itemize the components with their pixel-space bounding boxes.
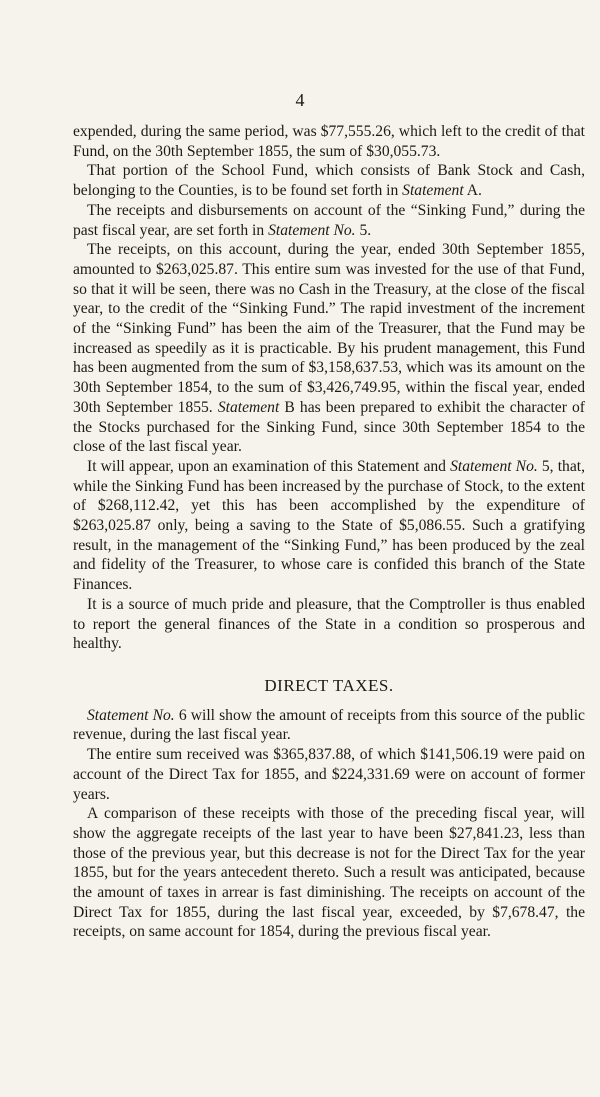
statement-ref: Statement: [402, 182, 464, 200]
page-number: 4: [295, 90, 305, 110]
statement-ref: Statement No.: [450, 457, 538, 475]
text-run: A.: [463, 182, 482, 200]
paragraph-school-fund: [73, 161, 585, 200]
paragraph-sinking-fund-intro: [73, 201, 585, 240]
text-run: That portion of the School Fund, which consists of Bank Stock and Cash, belonging to the Counties, is to be found set forth in: [73, 162, 585, 200]
section-heading-direct-taxes: DIRECT TAXES.: [264, 675, 394, 695]
text-run: 5.: [355, 221, 372, 239]
paragraph-direct-tax-comparison: A comparison of these receipts with those of the preceding fiscal year, will show the aggregate receipts of the last year to have been $27,841.23, less than those of the previous year, but this decrease is not for the Direct Tax for the year 1855, but for the years antecedent thereto. Such a result was anticipated, because the amount of taxes in arrear is fast diminishing. The receipts on account of the Direct Tax for 1855, during the last fiscal year, exceeded, by $7,678.47, the receipts, on same account for 1854, during the previous fiscal year.: [73, 805, 585, 941]
statement-ref: Statement No.: [268, 221, 356, 239]
paragraph-comptroller: It is a source of much pride and pleasure, that the Comptroller is thus enabled to report the general finances of the State in a condition so prosperous and healthy.: [73, 595, 585, 653]
body-text: [73, 122, 585, 942]
text-run: 5, that, while the Sinking Fund has been increased by the purchase of Stock, to the extent of $268,112.42, yet this has been accomplished by the expenditure of $263,025.87 only, being a saving to the State of $5,086.55. Such a gratifying result, in the management of the “Sinking Fund,” has been produced by the zeal and fidelity of the Treasurer, to whose care is confided this branch of the State Finances.: [73, 457, 585, 594]
paragraph-direct-tax-intro: [73, 706, 585, 745]
text-run: The receipts and disbursements on account of the “Sinking Fund,” during the past fiscal year, are set forth in: [73, 201, 585, 239]
text-run: It will appear, upon an examination of this Statement and: [87, 457, 451, 475]
text-run: B has been prepared to exhibit the character of the Stocks purchased for the Sinking Fund, since 30th September 1854 to the close of the last fiscal year.: [73, 398, 585, 456]
text-run: 6 will show the amount of receipts from this source of the public revenue, during the last fiscal year.: [73, 706, 585, 744]
statement-ref: Statement: [217, 398, 280, 416]
paragraph-sinking-fund-receipts: [73, 240, 585, 457]
paragraph-continued: expended, during the same period, was $77,555.26, which left to the credit of that Fund, on the 30th September 1855, the sum of $30,055.73.: [73, 123, 585, 160]
paragraph-direct-tax-total: The entire sum received was $365,837.88, of which $141,506.19 were paid on account of the Direct Tax for 1855, and $224,331.69 were on account of former years.: [73, 746, 585, 803]
statement-ref: Statement No.: [87, 706, 175, 724]
text-run: The receipts, on this account, during the year, ended 30th September 1855, amounted to $263,025.87. This entire sum was invested for the use of that Fund, so that it will be seen, there was no Cash in the Treasury, at the close of the fiscal year, to the credit of the “Sinking Fund.” The rapid investment of the increment of the “Sinking Fund” has been the aim of the Treasurer, that the Fund may be increased as speedily as it is practicable. By his prudent management, this Fund has been augmented from the sum of $3,158,637.53, which was its amount on the 30th September 1854, to the sum of $3,426,749.95, within the fiscal year, ended 30th September 1855.: [73, 241, 585, 416]
paragraph-sinking-fund-savings: [73, 457, 585, 595]
